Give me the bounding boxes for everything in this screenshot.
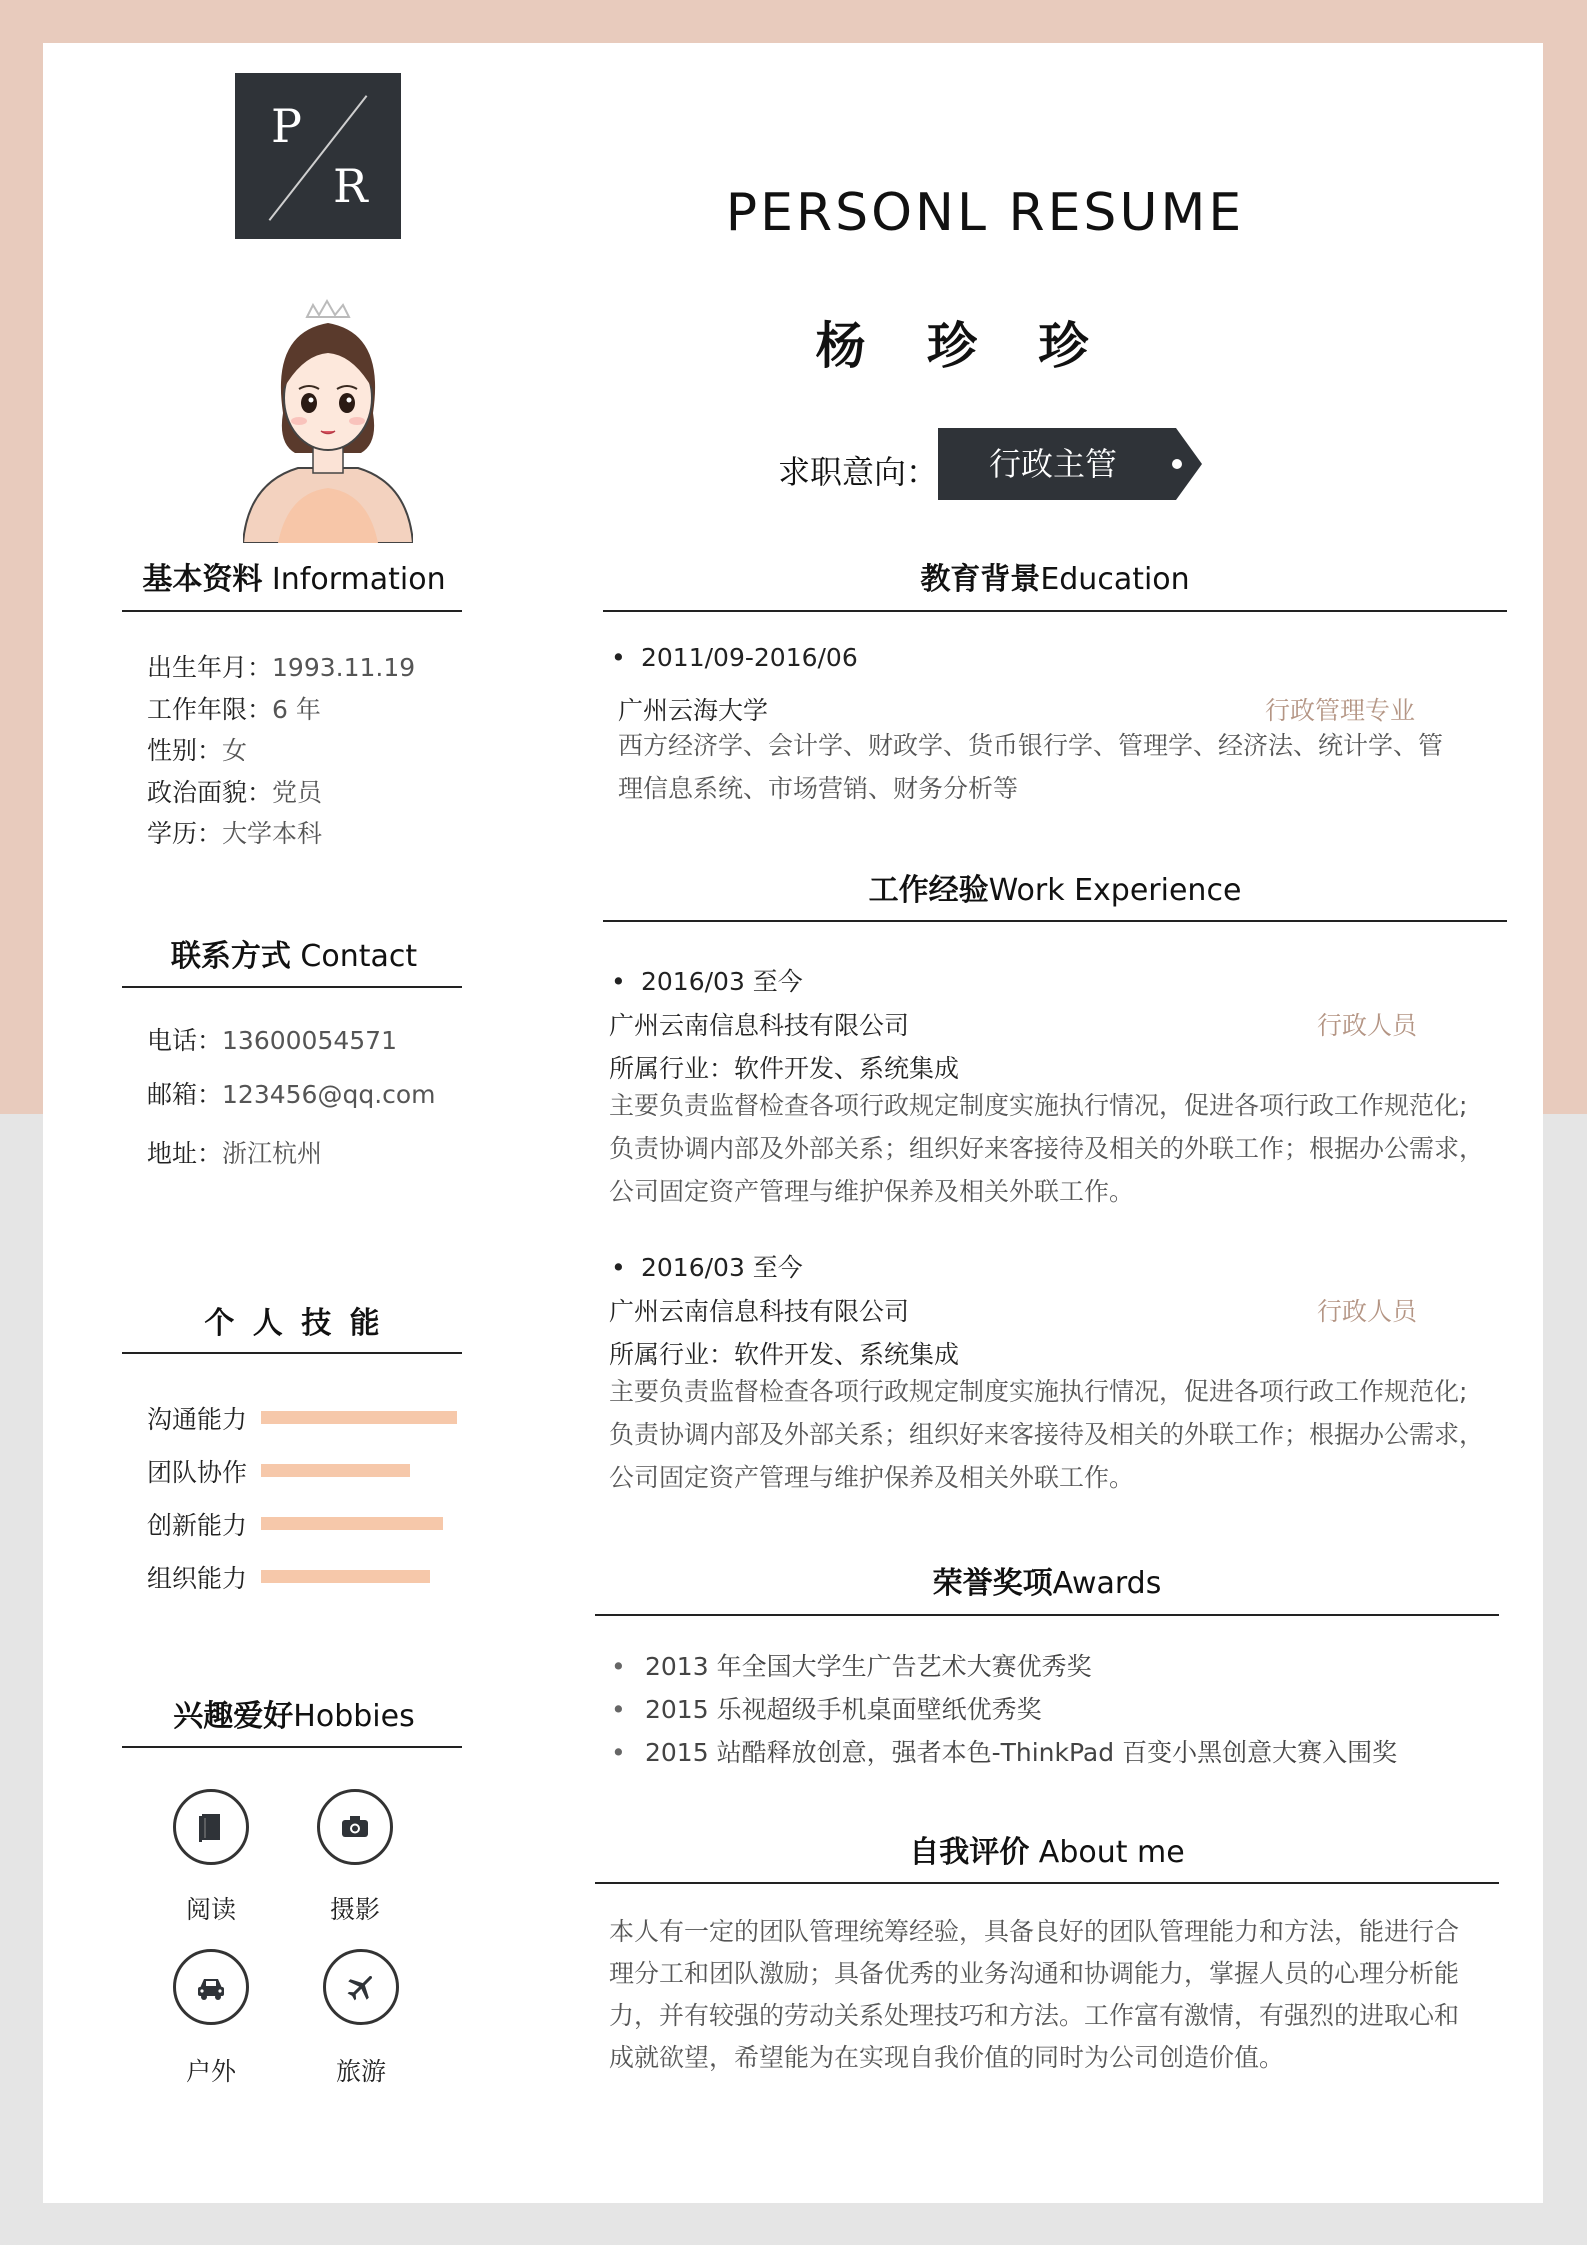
logo-letter-p: P bbox=[271, 99, 302, 153]
bullet-dot: • bbox=[611, 1738, 626, 1767]
work-rule bbox=[603, 920, 1507, 922]
skill-track bbox=[261, 1570, 457, 1583]
award-text: 2015 站酷释放创意，强者本色-ThinkPad 百变小黑创意大赛入围奖 bbox=[645, 1738, 1398, 1767]
education-courses bbox=[618, 724, 1498, 810]
education-courses-line: 理信息系统、市场营销、财务分析等 bbox=[618, 774, 1019, 803]
hobby-label: 阅读 bbox=[185, 1895, 236, 1924]
award-text: 2015 乐视超级手机桌面壁纸优秀奖 bbox=[645, 1695, 1042, 1724]
contact-label: 地址： bbox=[147, 1139, 223, 1168]
resume-sheet bbox=[43, 43, 1543, 2203]
work-heading bbox=[603, 865, 1507, 909]
skill-label: 组织能力 bbox=[147, 1564, 248, 1593]
info-label: 政治面貌： bbox=[147, 777, 273, 807]
skill-bar bbox=[261, 1411, 457, 1424]
awards-list bbox=[611, 1645, 1397, 1774]
skill-label: 沟通能力 bbox=[147, 1405, 248, 1434]
info-gender bbox=[147, 730, 415, 772]
skill-label: 团队协作 bbox=[147, 1458, 248, 1487]
awards-heading bbox=[595, 1558, 1499, 1602]
contact-label: 电话： bbox=[147, 1026, 223, 1055]
awards-rule bbox=[595, 1614, 1499, 1616]
work-description-line: 公司固定资产管理与维护保养及相关外联工作。 bbox=[609, 1463, 1135, 1492]
awards-heading-en: Awards bbox=[1052, 1566, 1162, 1601]
award-item bbox=[611, 1688, 1397, 1731]
about-line: 本人有一定的团队管理统筹经验，具备良好的团队管理能力和方法，能进行合 bbox=[609, 1917, 1460, 1946]
work-1-description bbox=[609, 1084, 1509, 1213]
avatar-illustration bbox=[243, 293, 413, 543]
hobbies-heading bbox=[123, 1691, 465, 1735]
hobby-reading bbox=[173, 1789, 249, 1865]
skill-bar bbox=[261, 1517, 443, 1530]
education-major: 行政管理专业 bbox=[1265, 696, 1416, 725]
hobby-outdoor bbox=[173, 1949, 249, 2025]
info-label: 工作年限： bbox=[147, 694, 273, 724]
bullet-dot: • bbox=[611, 967, 626, 996]
airplane-icon bbox=[344, 1970, 378, 2004]
work-heading-cn: 工作经验 bbox=[868, 873, 989, 908]
info-label: 性别： bbox=[147, 736, 223, 765]
basic-info-rule bbox=[122, 610, 462, 612]
hobby-label: 户外 bbox=[185, 2057, 236, 2086]
hobby-label: 旅游 bbox=[335, 2057, 386, 2086]
basic-info-heading bbox=[123, 554, 465, 598]
work-description-line: 主要负责监督检查各项行政规定制度实施执行情况，促进各项行政工作规范化; bbox=[609, 1377, 1468, 1406]
bullet-dot: • bbox=[611, 1652, 626, 1681]
basic-info-heading-en: Information bbox=[262, 562, 446, 597]
skills-heading: 个 人 技 能 bbox=[204, 1306, 384, 1341]
about-line: 理分工和团队激励；具备优秀的业务沟通和协调能力，掌握人员的心理分析能 bbox=[609, 1959, 1460, 1988]
award-item bbox=[611, 1731, 1397, 1774]
contact-value: 13600054571 bbox=[222, 1026, 397, 1055]
hobbies-heading-cn: 兴趣爱好 bbox=[173, 1699, 294, 1734]
contact-value: 123456@qq.com bbox=[222, 1080, 436, 1109]
awards-heading-cn: 荣誉奖项 bbox=[932, 1566, 1053, 1601]
basic-info-list bbox=[147, 647, 415, 855]
info-label: 学历： bbox=[147, 819, 223, 848]
award-item bbox=[611, 1645, 1397, 1688]
contact-email bbox=[147, 1074, 436, 1116]
work-2-company: 广州云南信息科技有限公司 bbox=[609, 1297, 910, 1326]
work-1-company: 广州云南信息科技有限公司 bbox=[609, 1011, 910, 1040]
info-label: 出生年月： bbox=[147, 653, 273, 682]
person-name: 杨 珍 珍 bbox=[815, 317, 1111, 375]
work-period-text: 2016/03 至今 bbox=[641, 1253, 803, 1282]
work-description-line: 主要负责监督检查各项行政规定制度实施执行情况，促进各项行政工作规范化; bbox=[609, 1091, 1468, 1120]
education-courses-line: 西方经济学、会计学、财政学、货币银行学、管理学、经济法、统计学、管 bbox=[618, 731, 1444, 760]
info-work-years bbox=[147, 689, 415, 731]
about-heading-en: About me bbox=[1029, 1835, 1185, 1870]
about-text bbox=[609, 1911, 1509, 2079]
book-icon bbox=[194, 1810, 228, 1844]
education-period bbox=[611, 643, 858, 672]
work-1-industry: 所属行业：软件开发、系统集成 bbox=[609, 1054, 960, 1083]
work-heading-en: Work Experience bbox=[988, 873, 1242, 908]
contact-label: 邮箱： bbox=[147, 1080, 223, 1109]
contact-heading-cn: 联系方式 bbox=[170, 939, 291, 974]
award-text: 2013 年全国大学生广告艺术大赛优秀奖 bbox=[645, 1652, 1092, 1681]
work-description-line: 负责协调内部及外部关系；组织好来客接待及相关的外联工作；根据办公需求， bbox=[609, 1134, 1485, 1163]
education-heading-cn: 教育背景 bbox=[920, 562, 1041, 597]
info-politics bbox=[147, 772, 415, 814]
info-value: 6 年 bbox=[272, 694, 321, 724]
work-period-text: 2016/03 至今 bbox=[641, 967, 803, 996]
hobby-travel bbox=[323, 1949, 399, 2025]
bullet-dot: • bbox=[611, 1695, 626, 1724]
job-intention-label: 求职意向： bbox=[778, 453, 939, 491]
education-heading-en: Education bbox=[1040, 562, 1190, 597]
bullet-dot: • bbox=[611, 643, 626, 672]
about-line: 力，并有较强的劳动关系处理技巧和方法。工作富有激情，有强烈的进取心和 bbox=[609, 2001, 1460, 2030]
basic-info-heading-cn: 基本资料 bbox=[142, 562, 263, 597]
education-rule bbox=[603, 610, 1507, 612]
hobbies-rule bbox=[122, 1746, 462, 1748]
education-period-text: 2011/09-2016/06 bbox=[641, 643, 858, 672]
info-value: 大学本科 bbox=[222, 819, 323, 848]
info-value: 党员 bbox=[272, 777, 323, 807]
work-2-role: 行政人员 bbox=[1317, 1297, 1418, 1326]
skills-rule bbox=[122, 1352, 462, 1354]
about-heading-cn: 自我评价 bbox=[909, 1835, 1030, 1870]
pr-logo bbox=[235, 73, 401, 239]
hobbies-heading-en: Hobbies bbox=[293, 1699, 415, 1734]
info-value: 女 bbox=[222, 736, 248, 765]
resume-title: PERSONL RESUME bbox=[725, 183, 1245, 243]
bullet-dot: • bbox=[611, 1253, 626, 1282]
education-school: 广州云海大学 bbox=[618, 696, 769, 725]
contact-value: 浙江杭州 bbox=[222, 1139, 323, 1168]
info-education bbox=[147, 813, 415, 855]
hobby-photography bbox=[317, 1789, 393, 1865]
work-description-line: 公司固定资产管理与维护保养及相关外联工作。 bbox=[609, 1177, 1135, 1206]
contact-heading-en: Contact bbox=[290, 939, 418, 974]
work-2-period bbox=[611, 1248, 803, 1284]
education-heading bbox=[603, 554, 1507, 598]
hobby-label: 摄影 bbox=[329, 1895, 380, 1924]
logo-letter-r: R bbox=[333, 159, 368, 213]
work-1-role: 行政人员 bbox=[1317, 1011, 1418, 1040]
work-1-period bbox=[611, 962, 803, 998]
contact-address bbox=[147, 1133, 322, 1175]
about-line: 成就欲望，希望能为在实现自我价值的同时为公司创造价值。 bbox=[609, 2043, 1285, 2072]
work-2-industry: 所属行业：软件开发、系统集成 bbox=[609, 1340, 960, 1369]
skill-label: 创新能力 bbox=[147, 1511, 248, 1540]
skill-bar bbox=[261, 1464, 410, 1477]
contact-rule bbox=[122, 986, 462, 988]
info-value: 1993.11.19 bbox=[272, 653, 416, 682]
skill-track bbox=[261, 1464, 457, 1477]
skill-bar bbox=[261, 1570, 430, 1583]
job-intention-value: 行政主管 bbox=[988, 445, 1117, 483]
work-description-line: 负责协调内部及外部关系；组织好来客接待及相关的外联工作；根据办公需求， bbox=[609, 1420, 1485, 1449]
camera-icon bbox=[338, 1810, 372, 1844]
contact-heading bbox=[123, 931, 465, 975]
car-icon bbox=[194, 1970, 228, 2004]
about-heading bbox=[595, 1827, 1499, 1871]
info-birth bbox=[147, 647, 415, 689]
about-rule bbox=[595, 1882, 1499, 1884]
skill-track bbox=[261, 1517, 457, 1530]
work-2-description bbox=[609, 1370, 1509, 1499]
skill-track bbox=[261, 1411, 457, 1424]
job-intention-tag bbox=[938, 428, 1202, 500]
contact-phone bbox=[147, 1020, 397, 1062]
